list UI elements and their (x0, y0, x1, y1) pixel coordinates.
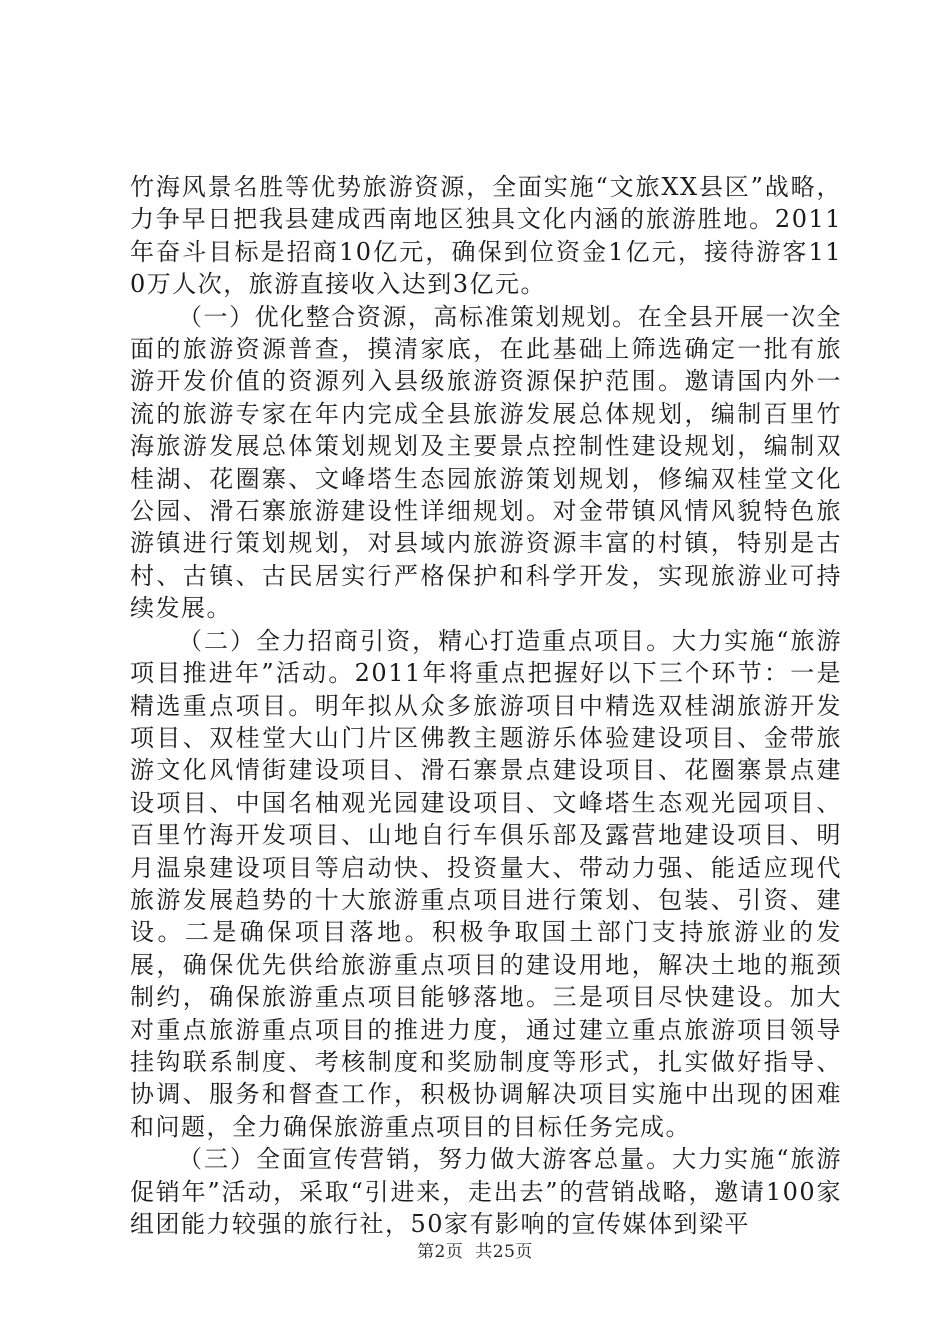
page-footer (0, 1237, 950, 1262)
paragraph-section-1: （一）优化整合资源，高标准策划规划。在全县开展一次全面的旅游资源普查，摸清家底，在此基础上筛选确定一批有旅游开发价值的资源列入县级旅游资源保护范围。邀请国内外一流的旅游专家在年内完成全县旅游发展总体规划，编制百里竹海旅游发展总体策划规划及主要景点控制性建设规划，编制双桂湖、花圈寨、文峰塔生态园旅游策划规划，修编双桂堂文化公园、滑石寨旅游建设性详细规划。对金带镇风情风貌特色旅游镇进行策划规划，对县域内旅游资源丰富的村镇，特别是古村、古镇、古民居实行严格保护和科学开发，实现旅游业可持续发展。 (130, 302, 842, 623)
paragraph-section-2: （二）全力招商引资，精心打造重点项目。大力实施“旅游项目推进年”活动。2011年将重点把握好以下三个环节：一是精选重点项目。明年拟从众多旅游项目中精选双桂湖旅游开发项目、双桂堂大山门片区佛教主题游乐体验建设项目、金带旅游文化风情街建设项目、滑石寨景点建设项目、花圈寨景点建设项目、中国名柚观光园建设项目、文峰塔生态观光园项目、百里竹海开发项目、山地自行车俱乐部及露营地建设项目、明月温泉建设项目等启动快、投资量大、带动力强、能适应现代旅游发展趋势的十大旅游重点项目进行策划、包装、引资、建设。二是确保项目落地。积极争取国土部门支持旅游业的发展，确保优先供给旅游重点项目的建设用地，解决土地的瓶颈制约，确保旅游重点项目能够落地。三是项目尽快建设。加大对重点旅游重点项目的推进力度，通过建立重点旅游项目领导挂钩联系制度、考核制度和奖励制度等形式，扎实做好指导、协调、服务和督查工作，积极协调解决项目实施中出现的困难和问题，全力确保旅游重点项目的目标任务完成。 (130, 626, 842, 1141)
document-body (130, 171, 842, 1240)
page-total: 共25页 (475, 1242, 533, 1262)
paragraph-section-3: （三）全面宣传营销，努力做大游客总量。大力实施“旅游促销年”活动，采取“引进来，走出去”的营销战略，邀请100家组团能力较强的旅行社，50家有影响的宣传媒体到梁平 (130, 1145, 842, 1238)
page-number: 第2页 (417, 1242, 464, 1262)
paragraph-intro: 竹海风景名胜等优势旅游资源，全面实施“文旅XX县区”战略，力争早日把我县建成西南地区独具文化内涵的旅游胜地。2011年奋斗目标是招商10亿元，确保到位资金1亿元，接待游客110万人次，旅游直接收入达到3亿元。 (130, 173, 842, 299)
